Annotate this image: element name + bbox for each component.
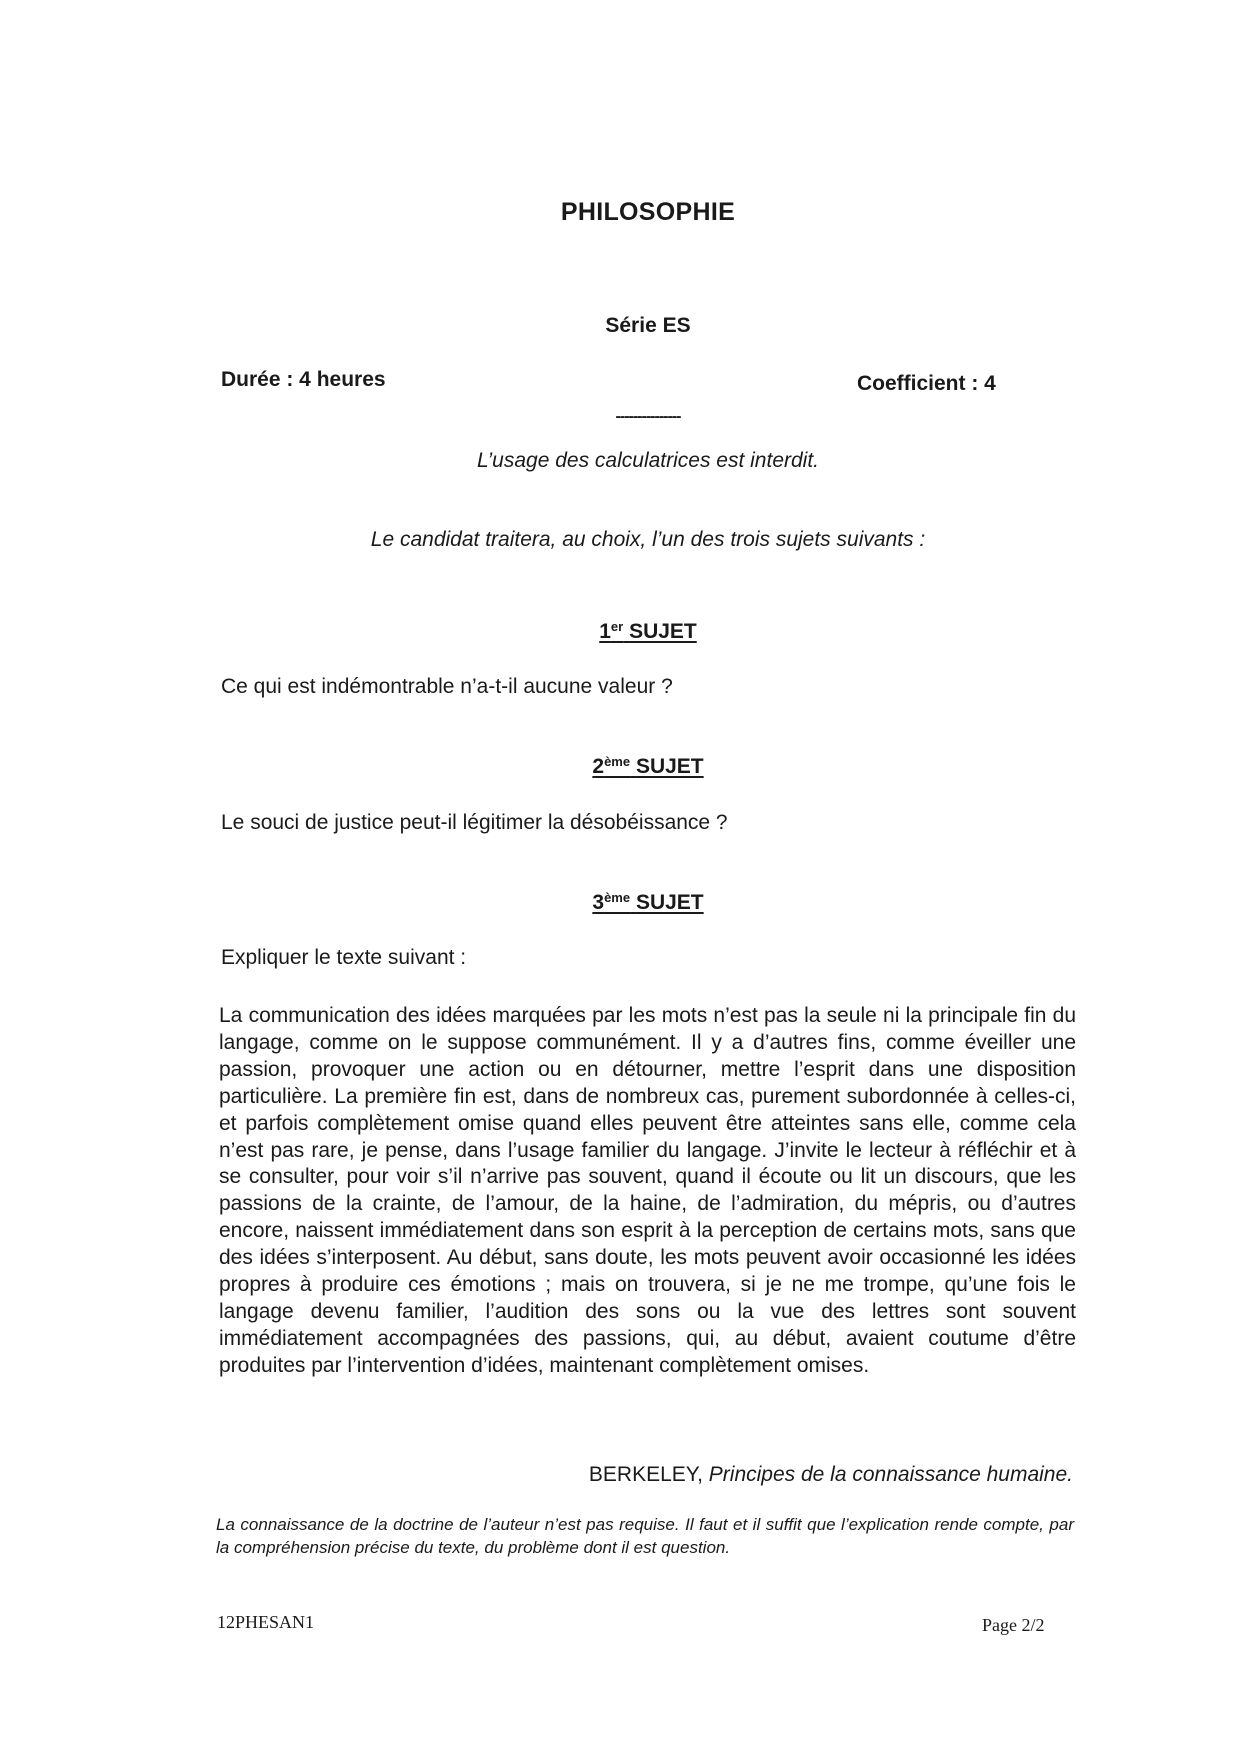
sujet-2-question: Le souci de justice peut-il légitimer la désobéissance ?	[221, 811, 728, 834]
text-source	[523, 1463, 1073, 1487]
calculatrices-instruction: L’usage des calculatrices est interdit.	[476, 449, 820, 472]
exam-code: 12PHESAN1	[217, 1612, 315, 1632]
sujet-1-number: 1	[599, 620, 611, 643]
sujet-2-label: SUJET	[635, 755, 704, 778]
choix-instruction: Le candidat traitera, au choix, l’un des trois sujets suivants :	[370, 528, 926, 551]
sujet-3-suffix: ème	[604, 890, 631, 905]
coefficient-label: Coefficient : 4	[857, 372, 996, 395]
sujet-2-number: 2	[592, 755, 605, 778]
sujet-1-label: SUJET	[629, 620, 697, 643]
serie-label: Série ES	[605, 314, 691, 337]
sujet-1-heading	[0, 620, 1240, 644]
berkeley-text: La communication des idées marquées par les mots n’est pas la seule ni la principale fin du langage, comme on le suppose communément. Il y a d’autres fins, comme éveiller une passion, provoquer une action ou en détourner, mettre l’esprit dans une disposition particulière. La première fin est, dans de nombreux cas, purement subordonnée à celles-ci, et parfois complètement omise quand elles peuvent être atteintes sans elle, comme cela n’est pas rare, je pense, dans l’usage familier du langage. J’invite le lecteur à réfléchir et à se consulter, pour voir s’il n’arrive pas souvent, quand il écoute ou lit un discours, que les passions de la crainte, de l’amour, de la haine, de l’admiration, du mépris, ou d’autres encore, naissent immédiatement dans son esprit à la perception de certains mots, sans que des idées s’interposent. Au début, sans doute, les mots peuvent avoir occasionné les idées propres à produire ces émotions ; mais on trouvera, si je ne me trompe, qu’une fois le langage devenu familier, l’audition des sons ou la vue des lettres sont souvent immédiatement accompagnées des passions, qui, au début, avaient coutume d’être produites par l’intervention d’idées, maintenant complètement omises.	[219, 1004, 1076, 1377]
source-author: BERKELEY,	[588, 1463, 709, 1486]
duree-label: Durée : 4 heures	[221, 368, 386, 391]
sujet-2-heading	[0, 755, 1240, 779]
page-number: Page 2/2	[982, 1615, 1045, 1635]
page-title: PHILOSOPHIE	[560, 198, 736, 226]
source-work: Principes de la connaissance humaine.	[708, 1463, 1073, 1486]
sujet-3-instruction: Expliquer le texte suivant :	[221, 946, 467, 969]
sujet-1-suffix: er	[610, 619, 624, 634]
sujet-3-heading	[0, 891, 1240, 915]
sujet-3-label: SUJET	[635, 891, 704, 914]
sujet-2-suffix: ème	[604, 754, 631, 769]
explanation-note: La connaissance de la doctrine de l’auteur n’est pas requise. Il faut et il suffit que l’explication rende compte, par la compréhension précise du texte, du problème dont il est question.	[216, 1515, 1074, 1557]
sujet-3-number: 3	[592, 891, 605, 914]
sujet-1-question: Ce qui est indémontrable n’a-t-il aucune valeur ?	[221, 675, 673, 698]
separator: ---------------	[615, 408, 681, 425]
